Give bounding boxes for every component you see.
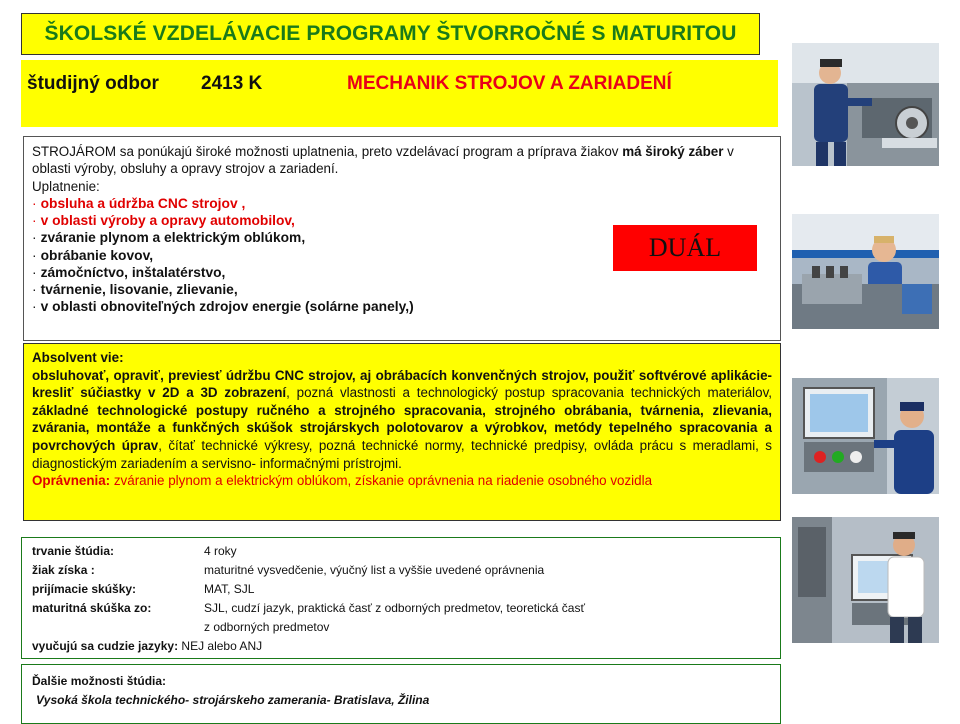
uplatnenie-item-text: v oblasti výroby a opravy automobilov, (40, 213, 295, 229)
uplatnenie-item (32, 281, 772, 298)
bullet-dot: · (32, 213, 37, 229)
authorizations-label: Oprávnenia: (32, 473, 111, 489)
study-info-rows (32, 542, 780, 637)
graduate-skills-box (23, 343, 781, 521)
authorizations-text: zváranie plynom a elektrickým oblúkom, získanie oprávnenia na riadenie osobného vozidla (110, 473, 653, 489)
uplatnenie-item-text: zámočníctvo, inštalatérstvo, (40, 264, 226, 280)
study-field-banner (21, 60, 778, 127)
bullet-dot: · (32, 264, 37, 280)
study-info-value: z odborných predmetov (204, 620, 330, 634)
uplatnenie-item-text: obrábanie kovov, (40, 247, 154, 263)
study-field-code: 2413 K (201, 73, 263, 94)
intro-text: STROJÁROM sa ponúkajú široké možnosti uplatnenia, preto vzdelávací program a príprava žiakov (32, 144, 623, 159)
study-info-value: MAT, SJL (204, 582, 255, 596)
uplatnenie-item-text: v oblasti obnoviteľných zdrojov energie (solárne panely,) (40, 299, 414, 315)
study-info-key: žiak získa : (32, 563, 95, 577)
photo-lathe-operator (792, 43, 939, 166)
study-info-row (32, 599, 780, 618)
bullet-dot: · (32, 247, 37, 263)
photo-cnc-machine-operator (792, 517, 939, 643)
graduate-text (32, 367, 772, 473)
languages-row (32, 637, 780, 656)
authorizations (32, 472, 772, 490)
study-info-value: maturitné vysvedčenie, výučný list a vyššie uvedené oprávnenia (204, 563, 545, 577)
further-study-box (21, 664, 781, 724)
study-info-row (32, 542, 780, 561)
study-info-key: prijímacie skúšky: (32, 582, 137, 596)
photo-cnc-panel-operator (792, 378, 939, 494)
page-title: ŠKOLSKÉ VZDELÁVACIE PROGRAMY ŠTVORROČNÉ S MATURITOU (21, 13, 760, 55)
study-info-row (32, 580, 780, 599)
graduate-skills-4: , čítať technické výkresy, pozná technické normy, technické predpisy, ovláda prácu s meradlami, s diagnostickým zariadením a servisno- informačnými prístrojmi. (32, 437, 772, 471)
uplatnenie-item-text: obsluha a údržba CNC strojov , (40, 195, 246, 211)
uplatnenie-item-text: zváranie plynom a elektrickým oblúkom, (40, 230, 306, 246)
study-info-key: trvanie štúdia: (32, 544, 115, 558)
study-info-box (21, 537, 781, 659)
graduate-heading: Absolvent vie: (32, 350, 124, 365)
study-info-value: SJL, cudzí jazyk, praktická časť z odborných predmetov, teoretická časť (204, 601, 585, 615)
intro-text-end: v oblasti výroby, obsluhy a opravy strojov a zariadení. (32, 144, 734, 177)
uplatnenie-item-text: tvárnenie, lisovanie, zlievanie, (40, 281, 238, 297)
uplatnenie-label: Uplatnenie: (32, 178, 100, 194)
dual-badge: DUÁL (613, 225, 757, 271)
bullet-dot: · (32, 299, 37, 315)
study-info-key: maturitná skúška zo: (32, 601, 152, 615)
photo-engine-workshop (792, 214, 939, 329)
bullet-dot: · (32, 195, 37, 211)
study-info-value: 4 roky (204, 544, 237, 558)
uplatnenie-item (32, 298, 772, 315)
intro-emphasis: má široký záber (622, 144, 724, 159)
study-field-name: MECHANIK STROJOV A ZARIADENÍ (347, 73, 672, 94)
study-info-row (32, 618, 780, 637)
bullet-dot: · (32, 281, 37, 297)
bullet-dot: · (32, 230, 37, 246)
study-info-row (32, 561, 780, 580)
graduate-skills-2: , pozná vlastnosti a technologický postup spracovania technických materiálov, (286, 385, 772, 401)
graduate-skills-1: obsluhovať, opraviť, previesť údržbu CNC strojov, aj obrábacích konvenčných strojov, použiť softvérové aplikácie- kresliť súčiastky v 2D a 3D zobrazení (32, 367, 772, 401)
further-study-heading: Ďalšie možnosti štúdia: (32, 674, 167, 688)
languages-label: vyučujú sa cudzie jazyky: (32, 639, 179, 653)
further-study-text: Vysoká škola technického- strojárskeho zamerania- Bratislava, Žilina (36, 693, 430, 707)
uplatnenie-item (32, 195, 772, 212)
description-intro (32, 143, 772, 178)
graduate-skills-3: základné technologické postupy ručného a strojného spracovania, strojného obrábania, tvárnenia, zlievania, zvárania, montáže a funkčných skúšok strojárskych polotovarov a výrobkov, metódy tepelného spracovania a povrchových úprav (32, 402, 772, 453)
study-field-label: študijný odbor (27, 73, 159, 94)
languages-value: NEJ alebo ANJ (178, 639, 263, 653)
